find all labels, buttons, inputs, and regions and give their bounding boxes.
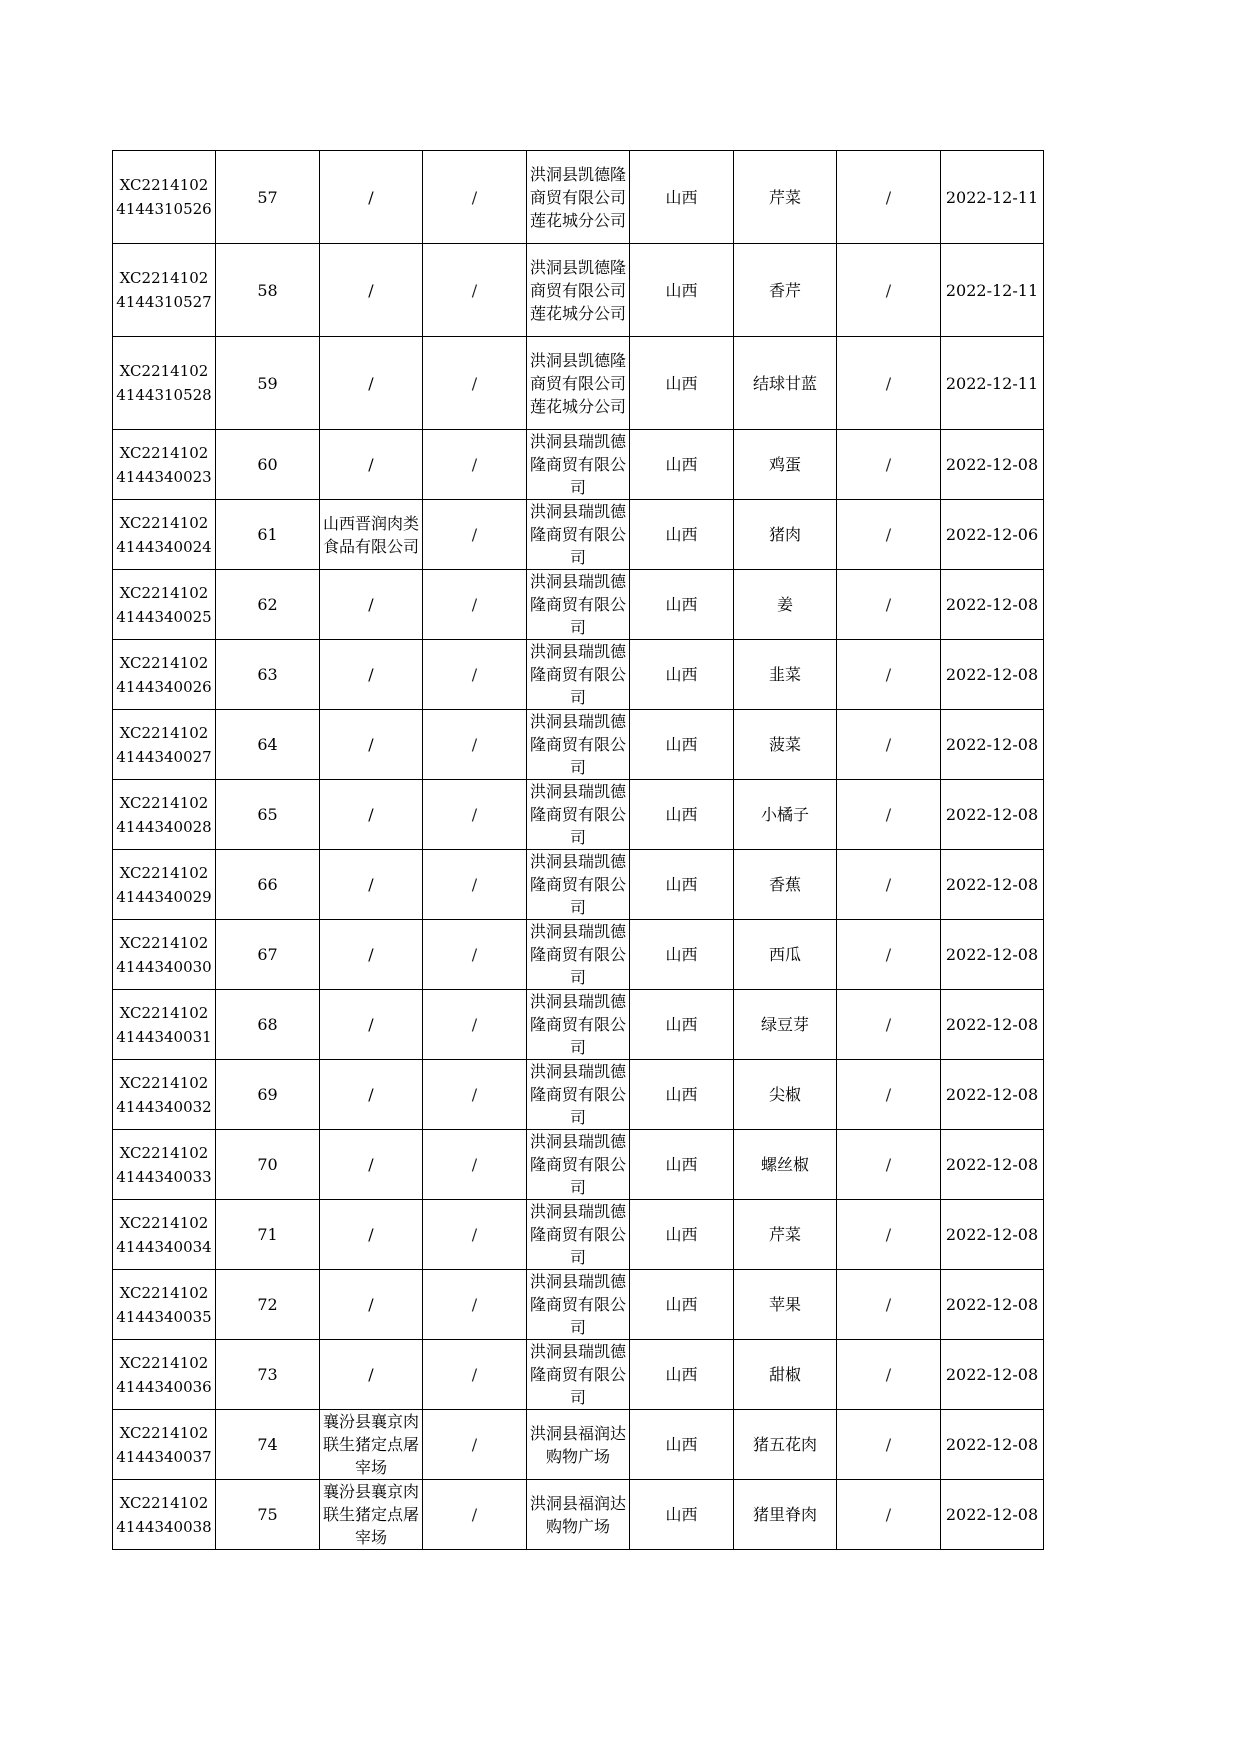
table-row [113, 1130, 1044, 1200]
sampled-unit-cell: 洪洞县瑞凯德隆商贸有限公司 [527, 1200, 630, 1270]
sample-id-cell: XC22141024144310526 [113, 151, 216, 244]
sequence-cell: 72 [216, 1270, 320, 1340]
producer-cell: 襄汾县襄京肉联生猪定点屠宰场 [320, 1480, 423, 1550]
table-row [113, 337, 1044, 430]
sample-id-cell: XC22141024144310527 [113, 244, 216, 337]
food-name-cell: 猪五花肉 [734, 1410, 837, 1480]
producer-cell: / [320, 151, 423, 244]
date-cell: 2022-12-08 [941, 1410, 1044, 1480]
date-cell: 2022-12-08 [941, 570, 1044, 640]
table-row [113, 1060, 1044, 1130]
sequence-cell: 57 [216, 151, 320, 244]
food-name-cell: 鸡蛋 [734, 430, 837, 500]
sample-id-cell: XC22141024144340025 [113, 570, 216, 640]
table-row [113, 1340, 1044, 1410]
sequence-cell: 64 [216, 710, 320, 780]
sequence-cell: 58 [216, 244, 320, 337]
sampled-unit-cell: 洪洞县瑞凯德隆商贸有限公司 [527, 1130, 630, 1200]
table-row [113, 430, 1044, 500]
sampled-unit-cell: 洪洞县瑞凯德隆商贸有限公司 [527, 920, 630, 990]
date-cell: 2022-12-08 [941, 1200, 1044, 1270]
province-cell: 山西 [630, 1130, 734, 1200]
producer-cell: / [320, 780, 423, 850]
sampled-unit-cell: 洪洞县瑞凯德隆商贸有限公司 [527, 1270, 630, 1340]
province-cell: 山西 [630, 1480, 734, 1550]
food-name-cell: 甜椒 [734, 1340, 837, 1410]
sampled-unit-cell: 洪洞县凯德隆商贸有限公司莲花城分公司 [527, 244, 630, 337]
spec-cell: / [837, 244, 941, 337]
food-name-cell: 猪里脊肉 [734, 1480, 837, 1550]
table-row [113, 1410, 1044, 1480]
sample-id-cell: XC22141024144340035 [113, 1270, 216, 1340]
sequence-cell: 75 [216, 1480, 320, 1550]
table-row [113, 990, 1044, 1060]
spec-cell: / [837, 990, 941, 1060]
date-cell: 2022-12-08 [941, 1270, 1044, 1340]
table-row [113, 1200, 1044, 1270]
date-cell: 2022-12-08 [941, 990, 1044, 1060]
spec-cell: / [837, 1270, 941, 1340]
sequence-cell: 74 [216, 1410, 320, 1480]
sequence-cell: 63 [216, 640, 320, 710]
producer-cell: 山西晋润肉类食品有限公司 [320, 500, 423, 570]
spec-cell: / [837, 710, 941, 780]
producer-address-cell: / [423, 1200, 527, 1270]
producer-cell: / [320, 1060, 423, 1130]
date-cell: 2022-12-08 [941, 430, 1044, 500]
producer-cell: / [320, 640, 423, 710]
food-name-cell: 猪肉 [734, 500, 837, 570]
producer-cell: / [320, 710, 423, 780]
sequence-cell: 71 [216, 1200, 320, 1270]
producer-cell: / [320, 1270, 423, 1340]
sample-id-cell: XC22141024144340026 [113, 640, 216, 710]
sample-id-cell: XC22141024144340036 [113, 1340, 216, 1410]
sampled-unit-cell: 洪洞县瑞凯德隆商贸有限公司 [527, 1060, 630, 1130]
spec-cell: / [837, 337, 941, 430]
producer-address-cell: / [423, 337, 527, 430]
province-cell: 山西 [630, 1270, 734, 1340]
province-cell: 山西 [630, 1410, 734, 1480]
spec-cell: / [837, 640, 941, 710]
sequence-cell: 60 [216, 430, 320, 500]
food-name-cell: 芹菜 [734, 1200, 837, 1270]
province-cell: 山西 [630, 1060, 734, 1130]
date-cell: 2022-12-11 [941, 151, 1044, 244]
province-cell: 山西 [630, 500, 734, 570]
producer-address-cell: / [423, 710, 527, 780]
food-name-cell: 绿豆芽 [734, 990, 837, 1060]
table-row [113, 850, 1044, 920]
sample-id-cell: XC22141024144340029 [113, 850, 216, 920]
sampled-unit-cell: 洪洞县瑞凯德隆商贸有限公司 [527, 640, 630, 710]
producer-address-cell: / [423, 1060, 527, 1130]
producer-address-cell: / [423, 1480, 527, 1550]
province-cell: 山西 [630, 920, 734, 990]
date-cell: 2022-12-08 [941, 1480, 1044, 1550]
province-cell: 山西 [630, 337, 734, 430]
producer-address-cell: / [423, 1130, 527, 1200]
date-cell: 2022-12-06 [941, 500, 1044, 570]
producer-address-cell: / [423, 1410, 527, 1480]
producer-cell: / [320, 990, 423, 1060]
spec-cell: / [837, 1410, 941, 1480]
table-row [113, 710, 1044, 780]
producer-cell: / [320, 244, 423, 337]
sample-id-cell: XC22141024144340023 [113, 430, 216, 500]
table-row [113, 640, 1044, 710]
province-cell: 山西 [630, 1340, 734, 1410]
producer-address-cell: / [423, 920, 527, 990]
province-cell: 山西 [630, 430, 734, 500]
sample-id-cell: XC22141024144340030 [113, 920, 216, 990]
producer-address-cell: / [423, 1340, 527, 1410]
producer-address-cell: / [423, 850, 527, 920]
date-cell: 2022-12-08 [941, 1130, 1044, 1200]
food-name-cell: 尖椒 [734, 1060, 837, 1130]
province-cell: 山西 [630, 244, 734, 337]
sequence-cell: 59 [216, 337, 320, 430]
spec-cell: / [837, 780, 941, 850]
food-name-cell: 香芹 [734, 244, 837, 337]
spec-cell: / [837, 151, 941, 244]
province-cell: 山西 [630, 780, 734, 850]
producer-cell: 襄汾县襄京肉联生猪定点屠宰场 [320, 1410, 423, 1480]
sample-id-cell: XC22141024144340033 [113, 1130, 216, 1200]
date-cell: 2022-12-08 [941, 780, 1044, 850]
spec-cell: / [837, 920, 941, 990]
producer-address-cell: / [423, 151, 527, 244]
producer-address-cell: / [423, 640, 527, 710]
producer-address-cell: / [423, 244, 527, 337]
sequence-cell: 73 [216, 1340, 320, 1410]
sequence-cell: 67 [216, 920, 320, 990]
sampled-unit-cell: 洪洞县瑞凯德隆商贸有限公司 [527, 710, 630, 780]
sample-id-cell: XC22141024144340027 [113, 710, 216, 780]
table-row [113, 500, 1044, 570]
sample-id-cell: XC22141024144340028 [113, 780, 216, 850]
sequence-cell: 66 [216, 850, 320, 920]
sampled-unit-cell: 洪洞县福润达购物广场 [527, 1410, 630, 1480]
sequence-cell: 65 [216, 780, 320, 850]
date-cell: 2022-12-08 [941, 710, 1044, 780]
producer-address-cell: / [423, 780, 527, 850]
producer-cell: / [320, 337, 423, 430]
province-cell: 山西 [630, 850, 734, 920]
producer-cell: / [320, 920, 423, 990]
province-cell: 山西 [630, 570, 734, 640]
food-name-cell: 菠菜 [734, 710, 837, 780]
table-row [113, 1270, 1044, 1340]
food-name-cell: 韭菜 [734, 640, 837, 710]
sampled-unit-cell: 洪洞县瑞凯德隆商贸有限公司 [527, 780, 630, 850]
food-name-cell: 姜 [734, 570, 837, 640]
date-cell: 2022-12-08 [941, 850, 1044, 920]
province-cell: 山西 [630, 151, 734, 244]
producer-cell: / [320, 570, 423, 640]
sampled-unit-cell: 洪洞县瑞凯德隆商贸有限公司 [527, 500, 630, 570]
spec-cell: / [837, 570, 941, 640]
producer-address-cell: / [423, 430, 527, 500]
spec-cell: / [837, 1200, 941, 1270]
spec-cell: / [837, 430, 941, 500]
province-cell: 山西 [630, 990, 734, 1060]
sampled-unit-cell: 洪洞县凯德隆商贸有限公司莲花城分公司 [527, 151, 630, 244]
sampled-unit-cell: 洪洞县瑞凯德隆商贸有限公司 [527, 850, 630, 920]
table-row [113, 244, 1044, 337]
producer-cell: / [320, 1200, 423, 1270]
date-cell: 2022-12-08 [941, 1340, 1044, 1410]
sampled-unit-cell: 洪洞县凯德隆商贸有限公司莲花城分公司 [527, 337, 630, 430]
sample-id-cell: XC22141024144340038 [113, 1480, 216, 1550]
sample-id-cell: XC22141024144340034 [113, 1200, 216, 1270]
inspection-table [112, 150, 1044, 1550]
sequence-cell: 61 [216, 500, 320, 570]
table-row [113, 920, 1044, 990]
producer-cell: / [320, 430, 423, 500]
date-cell: 2022-12-08 [941, 920, 1044, 990]
producer-address-cell: / [423, 570, 527, 640]
sample-id-cell: XC22141024144340031 [113, 990, 216, 1060]
food-name-cell: 螺丝椒 [734, 1130, 837, 1200]
sample-id-cell: XC22141024144340024 [113, 500, 216, 570]
sequence-cell: 68 [216, 990, 320, 1060]
date-cell: 2022-12-08 [941, 640, 1044, 710]
date-cell: 2022-12-11 [941, 337, 1044, 430]
sampled-unit-cell: 洪洞县瑞凯德隆商贸有限公司 [527, 990, 630, 1060]
producer-cell: / [320, 850, 423, 920]
province-cell: 山西 [630, 710, 734, 780]
sequence-cell: 62 [216, 570, 320, 640]
table-row [113, 151, 1044, 244]
sample-id-cell: XC22141024144340037 [113, 1410, 216, 1480]
food-name-cell: 香蕉 [734, 850, 837, 920]
sequence-cell: 70 [216, 1130, 320, 1200]
food-name-cell: 芹菜 [734, 151, 837, 244]
food-name-cell: 结球甘蓝 [734, 337, 837, 430]
sample-id-cell: XC22141024144310528 [113, 337, 216, 430]
producer-address-cell: / [423, 500, 527, 570]
table-row [113, 780, 1044, 850]
sampled-unit-cell: 洪洞县福润达购物广场 [527, 1480, 630, 1550]
spec-cell: / [837, 1340, 941, 1410]
date-cell: 2022-12-11 [941, 244, 1044, 337]
producer-cell: / [320, 1340, 423, 1410]
spec-cell: / [837, 1060, 941, 1130]
sampled-unit-cell: 洪洞县瑞凯德隆商贸有限公司 [527, 430, 630, 500]
province-cell: 山西 [630, 640, 734, 710]
spec-cell: / [837, 1480, 941, 1550]
producer-cell: / [320, 1130, 423, 1200]
sample-id-cell: XC22141024144340032 [113, 1060, 216, 1130]
table-row [113, 570, 1044, 640]
sampled-unit-cell: 洪洞县瑞凯德隆商贸有限公司 [527, 1340, 630, 1410]
spec-cell: / [837, 850, 941, 920]
spec-cell: / [837, 1130, 941, 1200]
sampled-unit-cell: 洪洞县瑞凯德隆商贸有限公司 [527, 570, 630, 640]
sequence-cell: 69 [216, 1060, 320, 1130]
province-cell: 山西 [630, 1200, 734, 1270]
table-row [113, 1480, 1044, 1550]
producer-address-cell: / [423, 990, 527, 1060]
food-name-cell: 小橘子 [734, 780, 837, 850]
food-name-cell: 西瓜 [734, 920, 837, 990]
food-name-cell: 苹果 [734, 1270, 837, 1340]
spec-cell: / [837, 500, 941, 570]
producer-address-cell: / [423, 1270, 527, 1340]
date-cell: 2022-12-08 [941, 1060, 1044, 1130]
